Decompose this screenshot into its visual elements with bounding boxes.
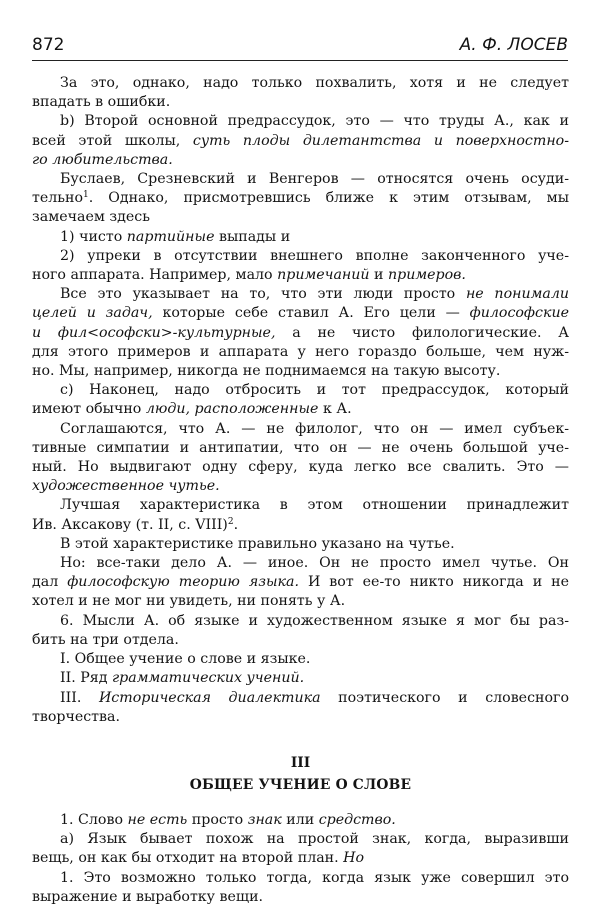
paragraph: а) Язык бывает похож на простой знак, когда, выразивши вещь, он как бы отходит на второй план. Но bbox=[32, 831, 569, 867]
section-title: ОБЩЕЕ УЧЕНИЕ О СЛОВЕ bbox=[189, 776, 412, 793]
paragraph: II. Ряд грамматических учений. bbox=[60, 670, 305, 687]
paragraph: 1) чисто партийные выпады и bbox=[60, 228, 291, 245]
paragraph: I. Общее учение о слове и языке. bbox=[60, 651, 311, 668]
paragraph: 2) упреки в отсутствии внешнего вполне законченного уче- ного аппарата. Например, мало примечаний и примеров. bbox=[32, 247, 569, 284]
page-number: 872 bbox=[32, 35, 65, 55]
paragraph: Буслаев, Срезневский и Венгеров — относятся очень осуди- тельно$^1$. Однако, присмотревшись ближе к этим отзывам, мы замечаем здесь bbox=[32, 171, 569, 226]
paragraph: Но: все-таки дело А. — иное. Он не просто имел чутье. Он дал философскую теорию языка. И вот ее-то никто никогда и не хотел и не мог ни увидеть, ни понять у А. bbox=[32, 555, 569, 610]
paragraph: В этой характеристике правильно указано на чутье. bbox=[60, 535, 455, 552]
paragraph: III. Историческая диалектика поэтического и словесного творчества. bbox=[32, 689, 569, 725]
paragraph: 1. Слово не есть просто знак или средство. bbox=[60, 811, 396, 828]
paragraph: b) Второй основной предрассудок, это — что труды А., как и всей этой школы, суть плоды дилетантства и поверхностно- го любительства. bbox=[32, 113, 569, 168]
paragraph: Все это указывает на то, что эти люди просто не понимали целей и задач, которые себе ставил А. Его цели — философские и фил<ософски>-культурные, а не чисто филологические. А для этого примеров и аппарата у него гораздо больше, чем нуж- но. Мы, например, никогда не поднимаемся на такую высоту. bbox=[32, 286, 569, 380]
paragraph: Лучшая характеристика в этом отношении принадлежит Ив. Аксакову (т. II, с. VIII)$^2$. bbox=[32, 497, 569, 533]
paragraph: 1. Это возможно только тогда, когда язык уже совершил это выражение и выработку вещи. bbox=[32, 869, 569, 905]
running-head bbox=[32, 20, 568, 61]
paragraph: c) Наконец, надо отбросить и тот предрассудок, который имеют обычно люди, расположенные к А. bbox=[32, 382, 569, 418]
running-head-author: А. Ф. ЛОСЕВ bbox=[459, 35, 568, 55]
body-text bbox=[32, 74, 569, 907]
paragraph: 6. Мысли А. об языке и художественном языке я мог бы раз- бить на три отдела. bbox=[32, 612, 569, 648]
section-number: III bbox=[290, 754, 311, 771]
paragraph: За это, однако, надо только похвалить, хотя и не следует впадать в ошибки. bbox=[32, 75, 569, 111]
paragraph: Соглашаются, что А. — не филолог, что он — имел субъек- тивные симпатии и антипатии, что он — не очень большой уче- ный. Но выдвигают одну сферу, куда легко все свалить. Это — художественное чутье. bbox=[32, 420, 569, 495]
